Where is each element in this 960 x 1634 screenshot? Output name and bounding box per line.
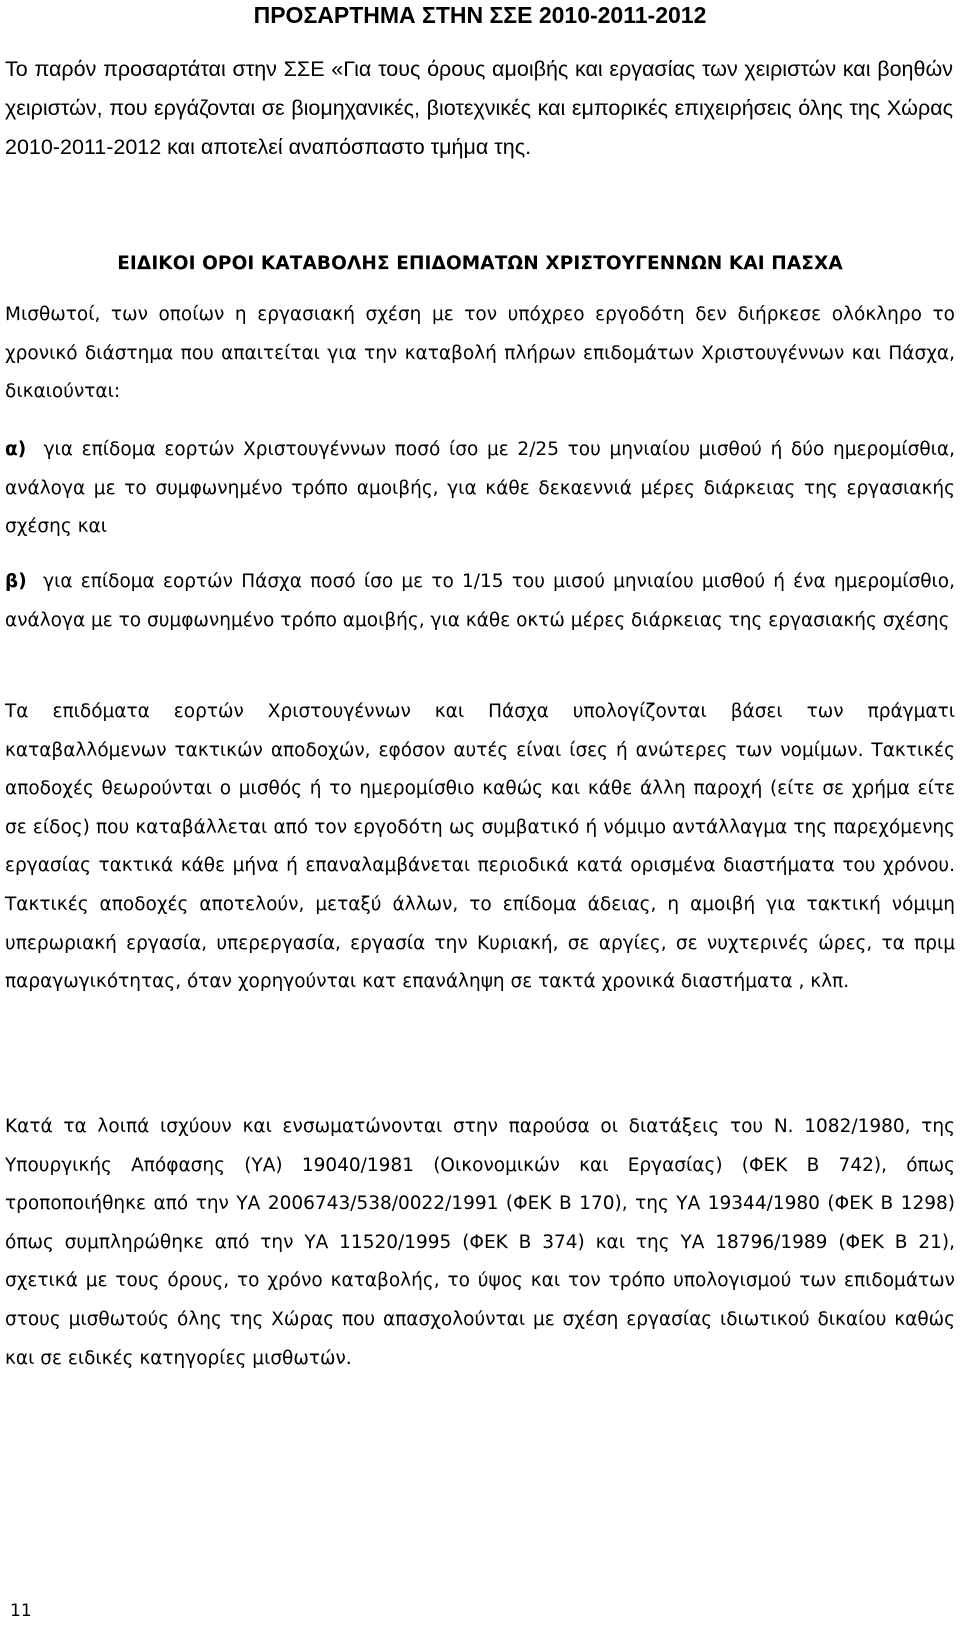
intro-paragraph: Το παρόν προσαρτάται στην ΣΣΕ «Για τους όρους αμοιβής και εργασίας των χειριστών και βοηθών χειριστών, που εργάζονται σε βιομηχανικές, βιοτεχνικές και εμπορικές επιχειρήσεις όλης της Χώρας 2010-2011-2012 και αποτελεί αναπόσπαστο τμήμα της. [5,57,953,159]
legal-provisions-paragraph: Κατά τα λοιπά ισχύουν και ενσωματώνονται στην παρούσα οι διατάξεις του Ν. 1082/1980, της Υπουργικής Απόφασης (ΥΑ) 19040/1981 (Οικονομικών και Εργασίας) (ΦΕΚ Β 742), όπως τροποποιήθηκε από την ΥΑ 2006743/538/0022/1991 (ΦΕΚ Β 170), της ΥΑ 19344/1980 (ΦΕΚ Β 1298) όπως συμπληρώθηκε από την ΥΑ 11520/1995 (ΦΕΚ Β 374) και της ΥΑ 18796/1989 (ΦΕΚ Β 21), σχετικά με τους όρους, το χρόνο καταβολής, το ύψος και τον τρόπο υπολογισμού των επιδομάτων στους μισθωτούς όλης της Χώρας που απασχολούνται με σχέση εργασίας ιδιωτικού δικαίου καθώς και σε ειδικές κατηγορίες μισθωτών. [5,1116,955,1369]
item-a [5,431,955,547]
document-title: ΠΡΟΣΑΡΤΗΜΑ ΣΤΗΝ ΣΣΕ 2010-2011-2012 [253,2,707,28]
item-a-label: α) [5,439,27,460]
item-b-label: β) [5,571,27,592]
page-number: 11 [10,1601,32,1621]
regular-earnings-paragraph: Τα επιδόματα εορτών Χριστουγέννων και Πάσχα υπολογίζονται βάσει των πράγματι καταβαλλόμενων τακτικών αποδοχών, εφόσον αυτές είναι ίσες ή ανώτερες των νομίμων. Τακτικές αποδοχές θεωρούνται ο μισθός ή το ημερομίσθιο καθώς και κάθε άλλη παροχή (είτε σε χρήμα είτε σε είδος) που καταβάλλεται από τον εργοδότη ως συμβατικό ή νόμιμο αντάλλαγμα της παρεχόμενης εργασίας τακτικά κάθε μήνα ή επαναλαμβάνεται περιοδικά κατά ορισμένα διαστήματα του χρόνου. Τακτικές αποδοχές αποτελούν, μεταξύ άλλων, το επίδομα άδειας, η αμοιβή για τακτική νόμιμη υπερωριακή εργασία, υπερεργασία, εργασία την Κυριακή, σε αργίες, σε νυχτερινές ώρες, τα πριμ παραγωγικότητας, όταν χορηγούνται κατ επανάληψη σε τακτά χρονικά διαστήματα , κλπ. [5,701,955,993]
eligibility-paragraph: Μισθωτοί, των οποίων η εργασιακή σχέση με τον υπόχρεο εργοδότη δεν διήρκεσε ολόκληρο το χρονικό διάστημα που απαιτείται για την καταβολή πλήρων επιδομάτων Χριστουγέννων και Πάσχα, δικαιούνται: [5,304,955,403]
item-a-text: για επίδομα εορτών Χριστουγέννων ποσό ίσο με 2/25 του μηνιαίου μισθού ή δύο ημερομίσθια, ανάλογα με το συμφωνημένο τρόπο αμοιβής, για κάθε δεκαεννιά μέρες διάρκειας της εργασιακής σχέσης και [5,439,955,538]
item-b [5,563,955,640]
item-b-text: για επίδομα εορτών Πάσχα ποσό ίσο με το 1/15 του μισού μηνιαίου μισθού ή ένα ημερομίσθιο, ανάλογα με το συμφωνημένο τρόπο αμοιβής, για κάθε οκτώ μέρες διάρκειας της εργασιακής σχέσης [5,571,956,631]
section-heading: ΕΙΔΙΚΟΙ ΟΡΟΙ ΚΑΤΑΒΟΛΗΣ ΕΠΙΔΟΜΑΤΩΝ ΧΡΙΣΤΟΥΓΕΝΝΩΝ ΚΑΙ ΠΑΣΧΑ [117,253,843,274]
